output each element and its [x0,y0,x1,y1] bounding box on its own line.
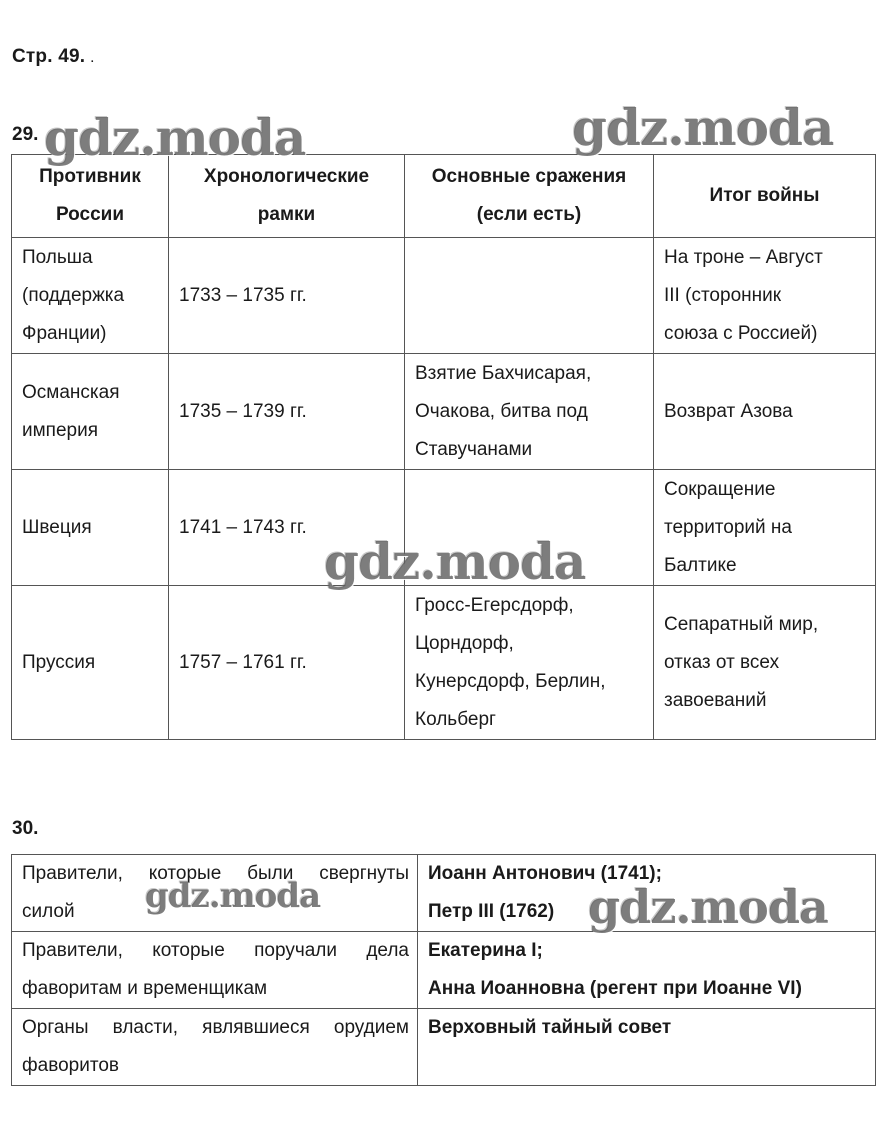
cell-opponent [12,354,169,470]
cell-answer [418,932,876,1009]
cell-line: Швеция [22,516,92,538]
cell-line: фаворитам и временщикам [22,978,268,999]
cell-line: На троне – Август [664,246,823,268]
cell-line: фаворитов [22,1055,119,1076]
cell-dates: 1735 – 1739 гг. [169,354,405,470]
cell-opponent [12,586,169,740]
cell-line: Франции) [22,322,107,344]
table-row [12,470,876,586]
cell-line: силой [22,901,75,922]
cell-battles [405,470,654,586]
cell-battles [405,238,654,354]
cell-line: (поддержка [22,284,125,306]
page-label-text: Стр. 49. [12,46,86,67]
cell-result [654,586,876,740]
cell-line: империя [22,419,98,441]
watermark: gdz.moda [324,532,586,591]
cell-opponent [12,470,169,586]
watermark: gdz.moda [145,876,321,916]
table-row [12,586,876,740]
cell-dates: 1741 – 1743 гг. [169,470,405,586]
cell-line: Екатерина I; [428,940,543,961]
cell-line: Иоанн Антонович (1741); [428,863,662,884]
cell-answer [418,1009,876,1086]
cell-result [654,354,876,470]
cell-line: Польша [22,246,93,268]
table-row [12,354,876,470]
cell-line: Петр III (1762) [428,901,555,922]
header-battles: Основные сражения (если есть) [405,155,654,238]
cell-result [654,470,876,586]
table-row [12,238,876,354]
cell-line: Кольберг [415,708,496,730]
page-label-suffix: . [90,53,94,65]
cell-line: Кунерсдорф, Берлин, [415,670,606,692]
header-opponent: Противник России [12,155,169,238]
cell-dates: 1757 – 1761 гг. [169,586,405,740]
page-label [12,46,94,68]
header-result: Итог войны [654,155,876,238]
watermark: gdz.moda [572,98,834,157]
cell-category [12,855,418,932]
cell-line: Анна Иоанновна (регент при Иоанне VI) [428,978,802,999]
wars-table-header [12,155,876,238]
cell-dates: 1733 – 1735 гг. [169,238,405,354]
cell-line: Гросс-Егерсдорф, [415,594,574,616]
task-29-number: 29. [12,124,39,145]
wars-table [11,154,876,740]
cell-line: отказ от всех [664,651,780,673]
cell-line: союза с Россией) [664,322,818,344]
cell-line: Правители, которые были свергнуты [22,863,409,884]
cell-category [12,932,418,1009]
cell-line: Пруссия [22,651,96,673]
cell-line: территорий на [664,516,792,538]
watermark: gdz.moda [588,880,828,934]
table-row [12,932,876,1009]
cell-battles [405,586,654,740]
cell-line: завоеваний [664,689,767,711]
cell-line: Очакова, битва под [415,400,588,422]
cell-line: Правители, которые поручали дела [22,940,409,961]
cell-opponent [12,238,169,354]
table-row [12,1009,876,1086]
cell-line: Балтике [664,554,737,576]
cell-result [654,238,876,354]
cell-answer [418,855,876,932]
rulers-table [11,854,876,1086]
cell-line: Сепаратный мир, [664,613,819,635]
cell-category [12,1009,418,1086]
cell-line: Верховный тайный совет [428,1017,672,1038]
header-dates: Хронологические рамки [169,155,405,238]
table-row [12,855,876,932]
cell-line: III (сторонник [664,284,782,306]
cell-line: Цорндорф, [415,632,514,654]
watermark: gdz.moda [44,108,306,167]
cell-line: Сокращение [664,478,776,500]
cell-battles [405,354,654,470]
cell-line: Органы власти, являвшиеся орудием [22,1017,409,1038]
task-30-number: 30. [12,818,39,839]
cell-line: Ставучанами [415,438,533,460]
cell-line: Взятие Бахчисарая, [415,362,592,384]
cell-line: Возврат Азова [664,400,793,422]
cell-line: Османская [22,381,120,403]
